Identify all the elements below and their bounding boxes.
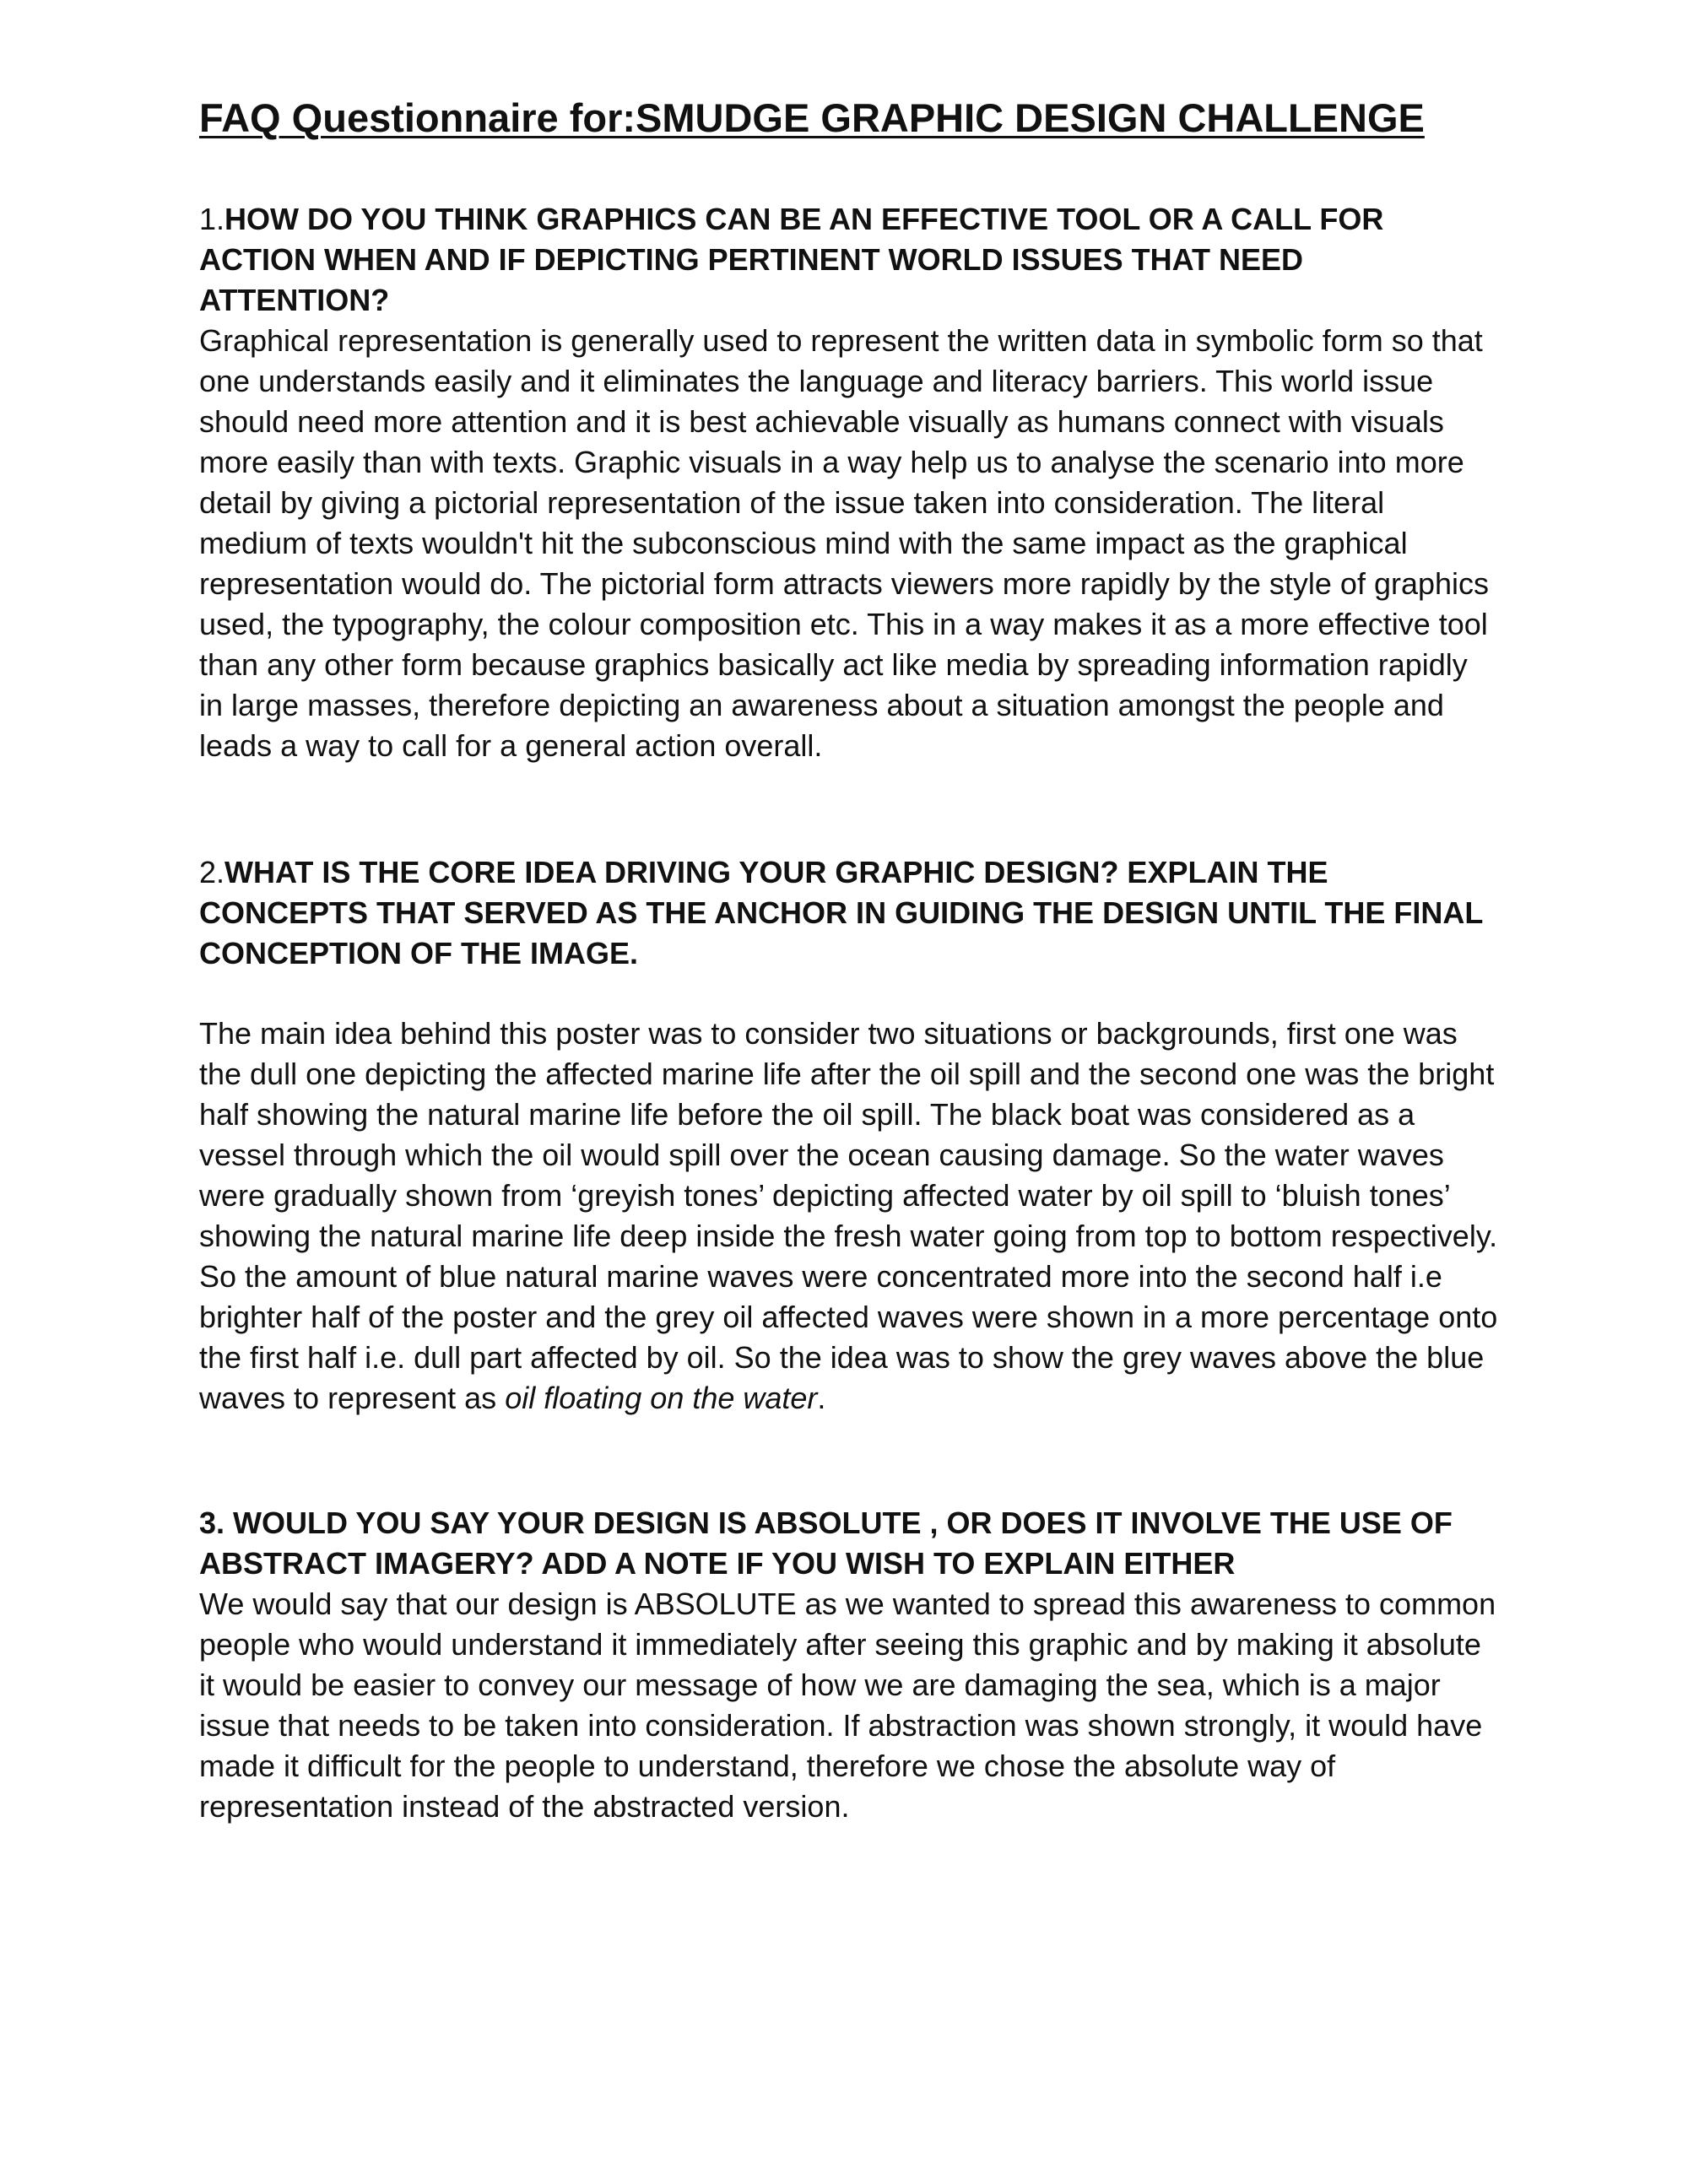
faq-question-2 bbox=[199, 852, 1499, 974]
document-page bbox=[199, 95, 1499, 1827]
faq-question-text: HOW DO YOU THINK GRAPHICS CAN BE AN EFFECTIVE TOOL OR A CALL FOR ACTION WHEN AND IF DEPICTING PERTINENT WORLD ISSUES THAT NEED ATTENTION? bbox=[199, 202, 1384, 318]
faq-answer-text: The main idea behind this poster was to consider two situations or backgrounds, first one was the dull one depicting the affected marine life after the oil spill and the second one was the bright half showing the natural marine life before the oil spill. The black boat was considered as a vessel through which the oil would spill over the ocean causing damage. So the water waves were gradually shown from ‘greyish tones’ depicting affected water by oil spill to ‘bluish tones’ showing the natural marine life deep inside the fresh water going from top to bottom respectively. So the amount of blue natural marine waves were concentrated more into the second half i.e brighter half of the poster and the grey oil affected waves were shown in a more percentage onto the first half i.e. dull part affected by oil. So the idea was to show the grey waves above the blue waves to represent as bbox=[199, 1016, 1498, 1416]
faq-item-3 bbox=[199, 1503, 1499, 1827]
faq-answer-3: We would say that our design is ABSOLUTE as we wanted to spread this awareness to common people who would understand it immediately after seeing this graphic and by making it absolute it would be easier to convey our message of how we are damaging the sea, which is a major issue that needs to be taken into consideration. If abstraction was shown strongly, it would have made it difficult for the people to understand, therefore we chose the absolute way of representation instead of the abstracted version. bbox=[199, 1587, 1496, 1825]
faq-answer-emphasis: oil floating on the water bbox=[505, 1381, 818, 1416]
faq-question-number: 3. bbox=[199, 1506, 234, 1541]
faq-question-text: WOULD YOU SAY YOUR DESIGN IS ABSOLUTE , OR DOES IT INVOLVE THE USE OF ABSTRACT IMAGERY? ADD A NOTE IF YOU WISH TO EXPLAIN EITHER bbox=[199, 1506, 1453, 1581]
faq-question-1 bbox=[199, 199, 1499, 321]
faq-answer-2 bbox=[199, 1014, 1499, 1419]
faq-question-text: WHAT IS THE CORE IDEA DRIVING YOUR GRAPHIC DESIGN? EXPLAIN THE CONCEPTS THAT SERVED AS THE ANCHOR IN GUIDING THE DESIGN UNTIL THE FINAL CONCEPTION OF THE IMAGE. bbox=[199, 855, 1483, 971]
faq-question-number: 1. bbox=[199, 202, 225, 237]
document-title: FAQ Questionnaire for:SMUDGE GRAPHIC DESIGN CHALLENGE bbox=[199, 95, 1425, 140]
faq-item-2 bbox=[199, 852, 1499, 1419]
faq-answer-end: . bbox=[817, 1381, 826, 1416]
faq-item-1 bbox=[199, 199, 1499, 766]
faq-answer-1: Graphical representation is generally used to represent the written data in symbolic form so that one understands easily and it eliminates the language and literacy barriers. This world issue should need more attention and it is best achievable visually as humans connect with visuals more easily than with texts. Graphic visuals in a way help us to analyse the scenario into more detail by giving a pictorial representation of the issue taken into consideration. The literal medium of texts wouldn't hit the subconscious mind with the same impact as the graphical representation would do. The pictorial form attracts viewers more rapidly by the style of graphics used, the typography, the colour composition etc. This in a way makes it as a more effective tool than any other form because graphics basically act like media by spreading information rapidly in large masses, therefore depicting an awareness about a situation amongst the people and leads a way to call for a general action overall. bbox=[199, 323, 1490, 764]
faq-question-3 bbox=[199, 1503, 1499, 1584]
faq-question-number: 2. bbox=[199, 855, 225, 890]
